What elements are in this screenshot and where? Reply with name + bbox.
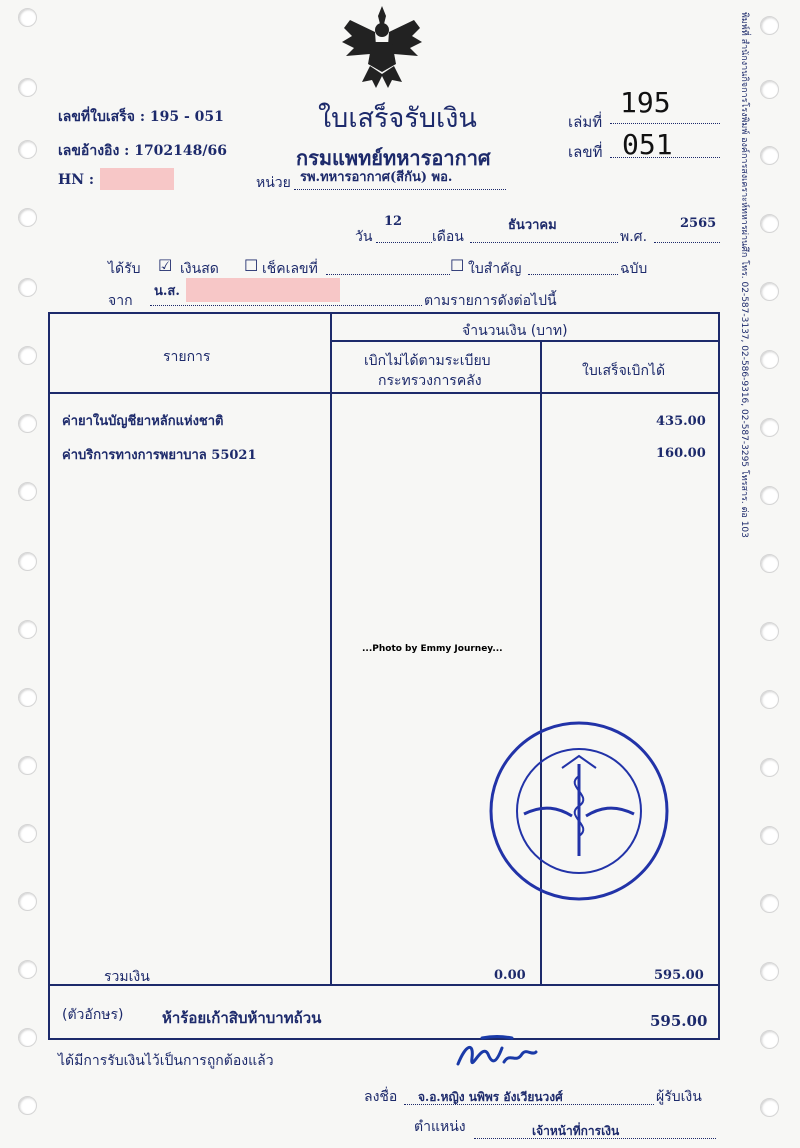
unit-label: หน่วย bbox=[256, 175, 291, 191]
unit-value: รพ.ทหารอากาศ(สีกัน) พอ. bbox=[300, 170, 453, 185]
cash-checkbox[interactable]: ☑ bbox=[158, 256, 173, 275]
hole bbox=[760, 1030, 779, 1049]
hole bbox=[18, 552, 37, 571]
official-stamp-seal-icon bbox=[484, 716, 674, 906]
month-value: ธันวาคม bbox=[508, 218, 557, 233]
reference-number-value: 1702148/66 bbox=[134, 143, 227, 159]
confirmation-text: ได้มีการรับเงินไว้เป็นการถูกต้องแล้ว bbox=[58, 1053, 274, 1069]
column-header-nonclaim-2: กระทรวงการคลัง bbox=[378, 373, 482, 389]
year-dotted-line bbox=[654, 242, 720, 243]
hole bbox=[18, 824, 37, 843]
hole bbox=[18, 208, 37, 227]
garuda-emblem-icon bbox=[340, 2, 424, 92]
hn-label: HN : bbox=[58, 172, 95, 188]
from-dotted-line bbox=[150, 305, 422, 306]
hole bbox=[760, 962, 779, 981]
hole bbox=[18, 892, 37, 911]
year-label: พ.ศ. bbox=[620, 229, 648, 245]
hole bbox=[760, 80, 779, 99]
table-right-border bbox=[718, 312, 720, 1040]
book-dotted-line bbox=[610, 123, 720, 124]
day-label: วัน bbox=[355, 229, 373, 245]
position-value: เจ้าหน้าที่การเงิน bbox=[532, 1124, 620, 1138]
hole bbox=[760, 894, 779, 913]
table-top-border bbox=[48, 312, 720, 314]
table-col-divider-1 bbox=[330, 312, 332, 984]
copies-label: ฉบับ bbox=[620, 261, 648, 277]
hole bbox=[18, 756, 37, 775]
total-claim: 595.00 bbox=[654, 968, 704, 983]
hole bbox=[18, 482, 37, 501]
table-row-item: ค่ายาในบัญชียาหลักแห่งชาติ bbox=[62, 414, 224, 429]
words-label: (ตัวอักษร) bbox=[62, 1007, 124, 1023]
day-value: 12 bbox=[384, 214, 403, 229]
hole bbox=[18, 278, 37, 297]
hole bbox=[760, 282, 779, 301]
hole bbox=[18, 1028, 37, 1047]
reference-number bbox=[58, 140, 227, 162]
receiver-label: ผู้รับเงิน bbox=[656, 1089, 702, 1105]
side-print-text: พิมพ์ที่ สำนักงานกิจการโรงพิมพ์ องค์การสงเคราะห์ทหารผ่านศึก โทร. 02-587-3137, 02-586-9316, 02-587-3295 โทรสาร. ต่อ 103 bbox=[739, 12, 749, 538]
total-nonclaim: 0.00 bbox=[494, 968, 526, 983]
hole bbox=[760, 486, 779, 505]
hole bbox=[18, 8, 37, 27]
number-value: 051 bbox=[622, 128, 673, 161]
hole bbox=[760, 214, 779, 233]
book-label: เล่มที่ bbox=[568, 113, 603, 131]
cheque-dotted-line bbox=[326, 274, 450, 275]
hole bbox=[760, 16, 779, 35]
month-label: เดือน bbox=[432, 229, 464, 245]
watermark-text: ...Photo by Emmy Journey... bbox=[362, 644, 503, 654]
signature-icon bbox=[452, 1034, 542, 1080]
hole bbox=[760, 826, 779, 845]
hole bbox=[760, 622, 779, 641]
from-label: จาก bbox=[108, 293, 133, 309]
table-left-border bbox=[48, 312, 50, 1040]
table-row-claim: 160.00 bbox=[656, 446, 706, 461]
reference-number-label: เลขอ้างอิง : bbox=[58, 143, 130, 159]
important-checkbox[interactable]: ☐ bbox=[450, 256, 465, 275]
number-label: เลขที่ bbox=[568, 143, 603, 161]
receipt-number-label: เลขที่ใบเสร็จ : bbox=[58, 109, 145, 125]
signer-name: จ.อ.หญิง นพิพร อังเวียนวงศ์ bbox=[418, 1090, 563, 1104]
month-dotted-line bbox=[470, 242, 618, 243]
important-label: ใบสำคัญ bbox=[468, 261, 522, 277]
words-amount: 595.00 bbox=[650, 1012, 708, 1030]
hole bbox=[18, 688, 37, 707]
hole bbox=[18, 620, 37, 639]
from-redaction bbox=[186, 278, 340, 302]
number-dotted-line bbox=[610, 157, 720, 158]
words-value: ห้าร้อยเก้าสิบห้าบาทถ้วน bbox=[162, 1009, 322, 1027]
hole bbox=[18, 414, 37, 433]
year-value: 2565 bbox=[680, 216, 717, 231]
position-label: ตำแหน่ง bbox=[414, 1119, 466, 1135]
hole bbox=[18, 140, 37, 159]
unit-dotted-line bbox=[294, 189, 506, 190]
sign-dotted-line bbox=[404, 1104, 654, 1105]
table-bottom-border bbox=[48, 1038, 720, 1040]
day-dotted-line bbox=[376, 242, 432, 243]
table-row-claim: 435.00 bbox=[656, 414, 706, 429]
hole bbox=[760, 554, 779, 573]
hole bbox=[760, 1098, 779, 1117]
column-header-items: รายการ bbox=[163, 349, 211, 365]
list-suffix: ตามรายการดังต่อไปนี้ bbox=[424, 293, 557, 309]
cheque-label: เช็คเลขที่ bbox=[262, 261, 318, 277]
hole bbox=[760, 146, 779, 165]
from-value: น.ส. bbox=[154, 284, 180, 299]
receipt-number-value: 195 - 051 bbox=[149, 109, 224, 125]
hn-redaction bbox=[100, 168, 174, 190]
hole bbox=[760, 690, 779, 709]
hole bbox=[18, 78, 37, 97]
cheque-checkbox[interactable]: ☐ bbox=[244, 256, 259, 275]
hole bbox=[18, 346, 37, 365]
hole bbox=[760, 758, 779, 777]
receipt-number bbox=[58, 106, 224, 128]
cash-label: เงินสด bbox=[180, 261, 219, 277]
column-header-nonclaim: เบิกไม่ได้ตามระเบียบ bbox=[364, 353, 491, 369]
total-label: รวมเงิน bbox=[104, 969, 150, 985]
table-row-item: ค่าบริการทางการพยาบาล 55021 bbox=[62, 448, 257, 463]
column-header-claim: ใบเสร็จเบิกได้ bbox=[582, 363, 666, 379]
hole bbox=[18, 960, 37, 979]
hole bbox=[760, 350, 779, 369]
table-header-bottom bbox=[48, 392, 720, 394]
column-header-amount: จำนวนเงิน (บาท) bbox=[462, 323, 568, 339]
hole bbox=[18, 1096, 37, 1115]
book-number: 195 bbox=[620, 86, 671, 119]
department-name: กรมแพทย์ทหารอากาศ bbox=[296, 146, 491, 170]
important-dotted-line bbox=[528, 274, 618, 275]
position-dotted-line bbox=[474, 1138, 716, 1139]
hole bbox=[760, 418, 779, 437]
sign-label: ลงชื่อ bbox=[364, 1089, 398, 1105]
document-title: ใบเสร็จรับเงิน bbox=[318, 103, 477, 134]
received-label: ได้รับ bbox=[108, 261, 141, 277]
